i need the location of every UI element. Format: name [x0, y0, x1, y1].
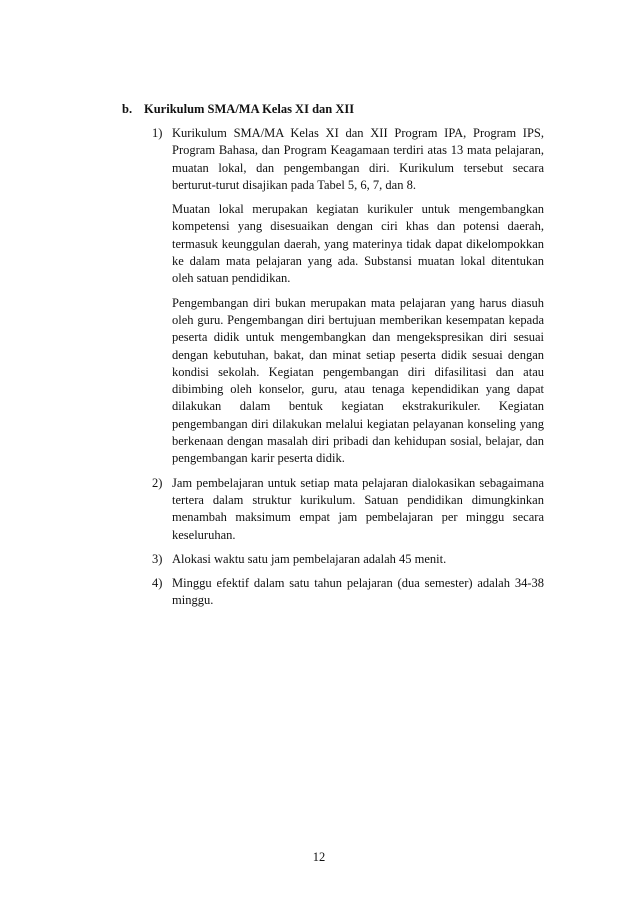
- list-item-2: [144, 475, 544, 544]
- list-item-4: [144, 575, 544, 610]
- numbered-list: [144, 125, 544, 617]
- paragraph: Muatan lokal merupakan kegiatan kurikuler untuk mengembangkan kompetensi yang disesuaikan dengan ciri khas dan potensi daerah, termasuk keunggulan daerah, yang materinya tidak dapat dikelompokkan ke dalam mata pelajaran yang ada. Substansi muatan lokal ditentukan oleh satuan pendidikan.: [172, 202, 544, 286]
- paragraph: Kurikulum SMA/MA Kelas XI dan XII Program IPA, Program IPS, Program Bahasa, dan Program Keagamaan terdiri atas 13 mata pelajaran, muatan lokal, dan pengembangan diri. Kurikulum tersebut secara berturut-turut disajikan pada Tabel 5, 6, 7, dan 8.: [172, 126, 544, 192]
- section-label: b.: [122, 102, 133, 116]
- paragraph: Jam pembelajaran untuk setiap mata pelajaran dialokasikan sebagaimana tertera dalam struktur kurikulum. Satuan pendidikan dimungkinkan menambah maksimum empat jam pembelajaran per minggu secara keseluruhan.: [172, 475, 544, 542]
- list-number: 1): [152, 126, 163, 140]
- list-item-3: [144, 551, 544, 568]
- list-number: 2): [152, 475, 163, 490]
- page-number: 12: [312, 850, 326, 864]
- list-number: 3): [152, 551, 163, 566]
- list-number: 4): [152, 576, 163, 591]
- section-title: Kurikulum SMA/MA Kelas XI dan XII: [144, 102, 355, 116]
- paragraph: Minggu efektif dalam satu tahun pelajaran (dua semester) adalah 34-38 minggu.: [172, 576, 544, 608]
- list-item-1: [144, 125, 544, 468]
- paragraph: Pengembangan diri bukan merupakan mata pelajaran yang harus diasuh oleh guru. Pengembangan diri bertujuan memberikan kesempatan kepada peserta didik untuk mengembangkan dan mengekspresikan diri sesuai dengan kebutuhan, bakat, dan minat setiap peserta didik sesuai dengan kondisi sekolah. Kegiatan pengembangan diri difasilitasi dan atau dibimbing oleh konselor, guru, atau tenaga kependidikan yang dapat dilakukan dalam bentuk kegiatan ekstrakurikuler. Kegiatan pengembangan diri dilakukan melalui kegiatan pelayanan konseling yang berkenaan dengan masalah diri pribadi dan kehidupan sosial, belajar, dan pengembangan karir peserta didik.: [172, 295, 544, 466]
- section-heading: [122, 101, 354, 117]
- paragraph: Alokasi waktu satu jam pembelajaran adalah 45 menit.: [172, 551, 447, 566]
